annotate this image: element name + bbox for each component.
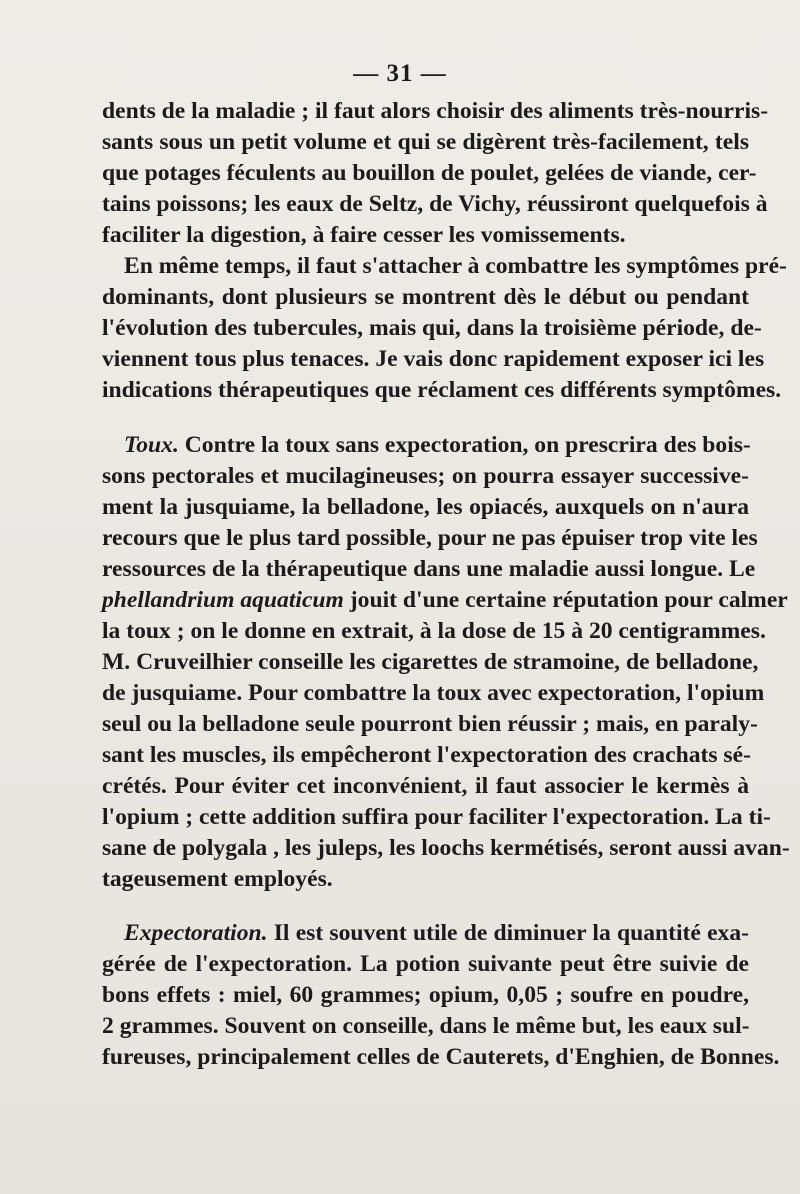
- text-line: ment la jusquiame, la belladone, les opiacés, auxquels on n'aura: [102, 494, 749, 520]
- text-line: ressources de la thérapeutique dans une maladie aussi longue. Le: [102, 556, 756, 582]
- italic-term: phellandrium aquaticum: [102, 587, 344, 613]
- text-line: l'opium ; cette addition suffira pour faciliter l'expectoration. La ti-: [102, 804, 771, 830]
- text-line: gérée de l'expectoration. La potion suivante peut être suivie de: [102, 951, 749, 977]
- text-line: la toux ; on le donne en extrait, à la dose de 15 à 20 centigrammes.: [102, 618, 766, 644]
- text-line: crétés. Pour éviter cet inconvénient, il faut associer le kermès à: [102, 773, 749, 799]
- text-line: sons pectorales et mucilagineuses; on pourra essayer successive-: [102, 463, 749, 489]
- text-line: tains poissons; les eaux de Seltz, de Vichy, réussiront quelquefois à: [102, 191, 768, 217]
- page-number: — 31 —: [353, 60, 447, 87]
- section-heading-toux: Toux.: [124, 432, 179, 458]
- text-line: sane de polygala , les juleps, les loochs kermétisés, seront aussi avan-: [102, 835, 790, 861]
- text-line: l'évolution des tubercules, mais qui, dans la troisième période, de-: [102, 315, 762, 341]
- text-line: dents de la maladie ; il faut alors choisir des aliments très-nourris-: [102, 98, 769, 124]
- text-line: de jusquiame. Pour combattre la toux avec expectoration, l'opium: [102, 680, 765, 706]
- show-through: ···: [700, 400, 714, 415]
- text-line: que potages féculents au bouillon de poulet, gelées de viande, cer-: [102, 160, 757, 186]
- text-line: phellandrium aquaticum jouit d'une certaine réputation pour calmer: [102, 587, 788, 613]
- text-line: bons effets : miel, 60 grammes; opium, 0,05 ; soufre en poudre,: [102, 982, 749, 1008]
- text-line: tageusement employés.: [102, 866, 333, 892]
- text-line: dominants, dont plusieurs se montrent dès le début ou pendant: [102, 284, 749, 310]
- text-line: sant les muscles, ils empêcheront l'expectoration des crachats sé-: [102, 742, 751, 768]
- text-line: recours que le plus tard possible, pour ne pas épuiser trop vite les: [102, 525, 758, 551]
- text-line: Toux. Contre la toux sans expectoration, on prescrira des bois-: [124, 432, 751, 458]
- text-line: viennent tous plus tenaces. Je vais donc rapidement exposer ici les: [102, 346, 765, 372]
- text-line: faciliter la digestion, à faire cesser les vomissements.: [102, 222, 626, 248]
- text-line: M. Cruveilhier conseille les cigarettes de stramoine, de belladone,: [102, 649, 759, 675]
- text-line: En même temps, il faut s'attacher à combattre les symptômes pré-: [124, 253, 787, 279]
- text-line: 2 grammes. Souvent on conseille, dans le même but, les eaux sul-: [102, 1013, 750, 1039]
- section-heading-expectoration: Expectoration.: [124, 920, 268, 946]
- text-line: indications thérapeutiques que réclament ces différents symptômes.: [102, 377, 782, 403]
- text-line: sants sous un petit volume et qui se digèrent très-facilement, tels: [102, 129, 749, 155]
- text-line: fureuses, principalement celles de Cauterets, d'Enghien, de Bonnes.: [102, 1044, 780, 1070]
- text-line: seul ou la belladone seule pourront bien réussir ; mais, en paraly-: [102, 711, 758, 737]
- text-line: Expectoration. Il est souvent utile de diminuer la quantité exa-: [124, 920, 749, 946]
